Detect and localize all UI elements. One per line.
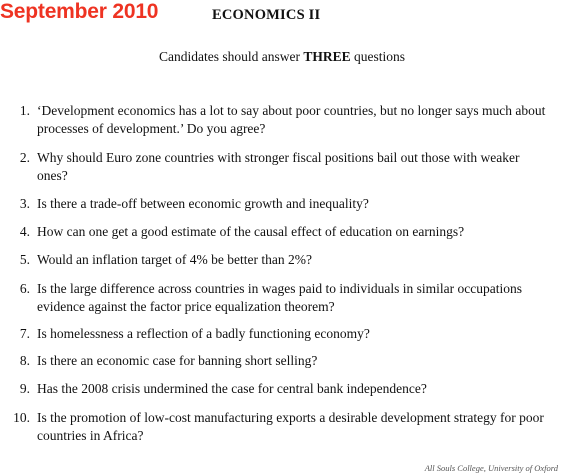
- question-number: 7.: [19, 326, 30, 341]
- question-number: 5.: [19, 252, 30, 267]
- question-text: Is the large difference across countries in wages paid to individuals in similar occupations evidence against the factor price equalization theorem?: [37, 281, 522, 314]
- question-text: ‘Development economics has a lot to say about poor countries, but no longer says much about processes of development.’ Do you agree?: [37, 103, 546, 136]
- question-number: 6.: [19, 281, 30, 296]
- instructions: [0, 48, 564, 66]
- date-banner: September 2010: [0, 0, 159, 23]
- question-number: 1.: [19, 103, 30, 118]
- question-text: Why should Euro zone countries with stronger fiscal positions bail out those with weaker ones?: [37, 150, 520, 183]
- question-number: 2.: [19, 150, 30, 165]
- instructions-prefix: Candidates should answer: [158, 49, 304, 64]
- exam-title: ECONOMICS II: [212, 7, 321, 23]
- instructions-emphasis: THREE: [303, 49, 351, 64]
- question-text: Is homelessness a reflection of a badly functioning economy?: [37, 326, 370, 341]
- question-number: 4.: [19, 224, 30, 239]
- question-number: 10.: [13, 410, 30, 425]
- question-text: How can one get a good estimate of the causal effect of education on earnings?: [37, 224, 465, 239]
- footer-credit: All Souls College, University of Oxford: [424, 463, 558, 473]
- question-number: 3.: [19, 196, 30, 211]
- question-number: 8.: [19, 353, 30, 368]
- instructions-suffix: questions: [350, 49, 405, 64]
- question-text: Is there a trade-off between economic growth and inequality?: [37, 196, 369, 211]
- question-text: Has the 2008 crisis undermined the case for central bank independence?: [37, 381, 427, 396]
- question-text: Is the promotion of low-cost manufacturing exports a desirable development strategy for poor countries in Africa?: [37, 410, 544, 443]
- question-text: Would an inflation target of 4% be better than 2%?: [37, 252, 312, 267]
- question-number: 9.: [19, 381, 30, 396]
- question-text: Is there an economic case for banning short selling?: [37, 353, 318, 368]
